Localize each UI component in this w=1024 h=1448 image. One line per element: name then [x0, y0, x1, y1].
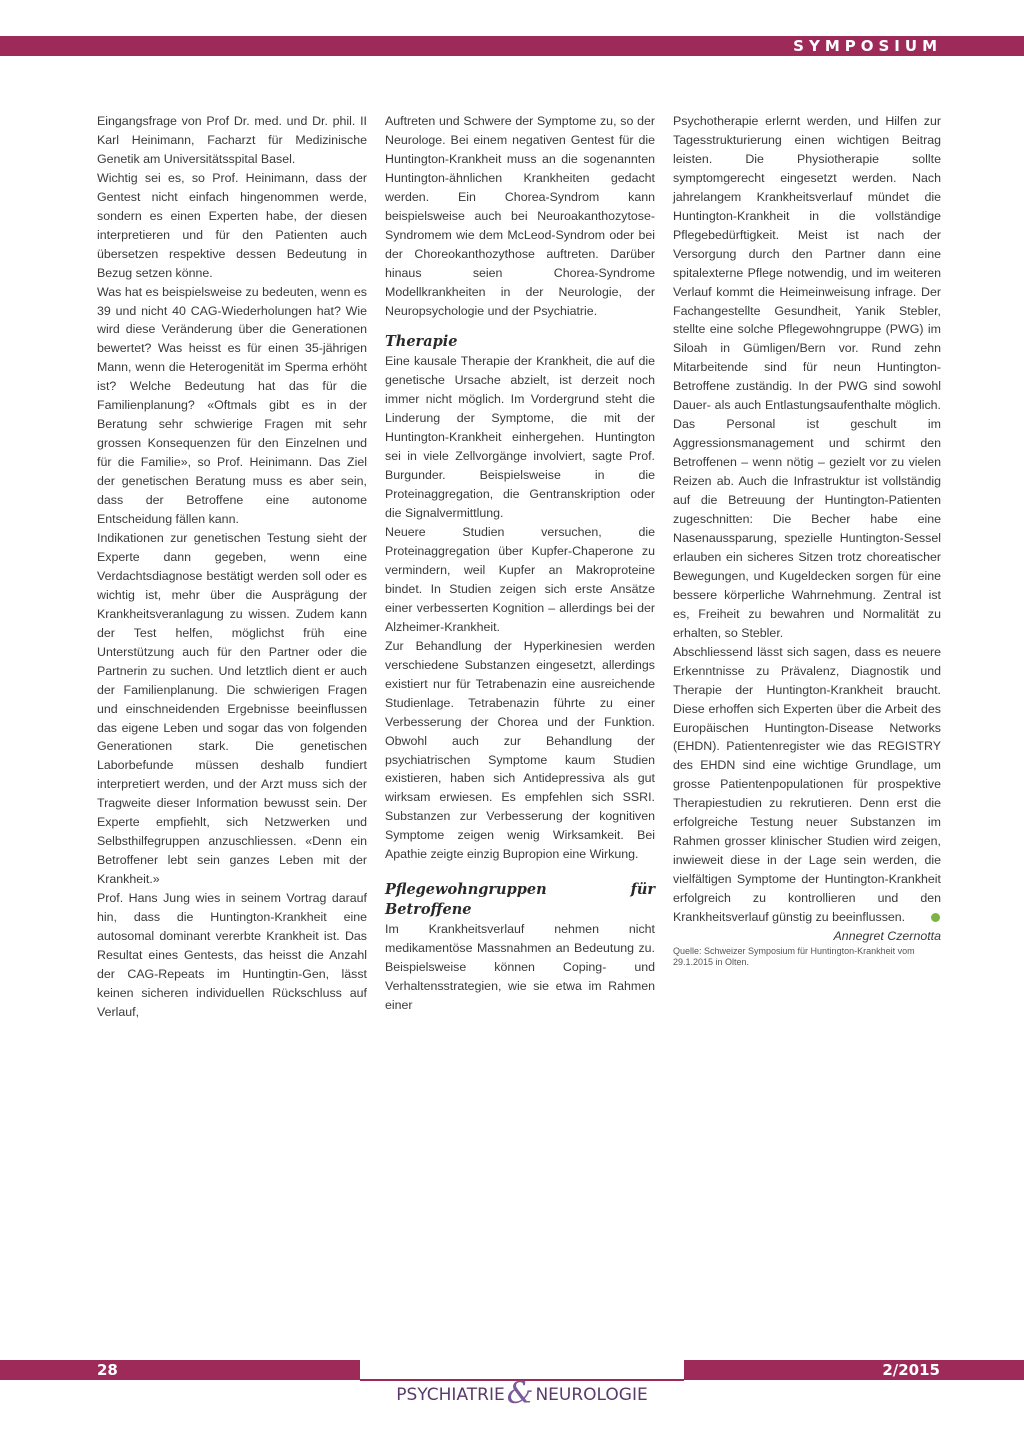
column-3: [673, 112, 941, 968]
paragraph: Wichtig sei es, so Prof. Heinimann, dass der Gentest nicht einfach hingenommen werde, sondern es einen Experten habe, der diesen interpretieren und für den Patienten auch übersetzen respektive dessen Bedeutung in Bezug setzen könne.: [97, 170, 367, 280]
journal-logo: [360, 1378, 684, 1411]
paragraph: Eingangsfrage von Prof Dr. med. und Dr. phil. II Karl Heinimann, Facharzt für Medizinische Genetik am Universitätsspital Basel.: [97, 114, 367, 166]
journal-name-left: PSYCHIATRIE: [396, 1385, 505, 1405]
source-note: Quelle: Schweizer Symposium für Huntington-Krankheit vom 29.1.2015 in Olten.: [673, 945, 915, 967]
paragraph: Psychotherapie erlernt werden, und Hilfen zur Tagesstrukturierung einen wichtigen Beitrag leisten. Die Physiotherapie sollte symptomgerecht eingesetzt werden. Nach jahrelangem Krankheitsverlauf mündet die Huntington-Krankheit in die vollständige Pflegebedürftigkeit. Meist ist nach der Versorgung durch den Partner dann eine spitalexterne Pflege notwendig, und im weiteren Verlauf kommt die Heimeinweisung infrage. Der Fachangestellte Gesundheit, Yanik Stebler, stellte eine solche Pflegewohngruppe (PWG) im Siloah in Gümligen/Bern vor. Rund zehn Mitarbeitende sind für neun Huntington-Betroffene zuständig. In der PWG sind sowohl Dauer- als auch Entlastungsaufenthalte möglich. Das Personal ist geschult im Aggressionsmanagement und schirmt den Betroffenen – wenn nötig – gezielt vor zu vielen Reizen ab. Auch die Infrastruktur ist vollständig auf die Betreuung der Huntington-Patienten zugeschnitten: Die Becher habe eine Nasenaussparung, spezielle Huntington-Sessel erlauben ein sicheres Sitzen trotz choreatischer Bewegungen, und Kugeldecken sorgen für eine bessere körperliche Wahrnehmung. Zentral ist es, Freiheit zu bewahren und Normalität zu erhalten, so Stebler.: [673, 114, 941, 640]
paragraph-final: [673, 643, 941, 927]
section-heading-pflegewohngruppen: Pflegewohngruppen für Betroffene: [385, 881, 655, 919]
paragraph: Indikationen zur genetischen Testung sieht der Experte dann gegeben, wenn eine Verdachtsdiagnose bestätigt werden soll oder es wichtig ist, mehr über die Ausprägung der Krankheitsveranlagung zu wissen. Zudem kann der Test helfen, möglichst früh eine Unterstützung auch für den Partner oder die Partnerin zu suchen. Und letztlich dient er auch der Familienplanung. Die schwierigen Fragen und einschneidenden Ergebnisse beeinflussen das eigene Leben und sogar das von folgenden Generationen stark. Die genetischen Laborbefunde müssen deshalb fundiert interpretiert werden, und der Arzt muss sich der Tragweite dieser Information bewusst sein. Der Experte empfiehlt, sich Netzwerken und Selbsthilfegruppen anzuschliessen. «Denn ein Betroffener lebt sein ganzes Leben mit der Krankheit.»: [97, 530, 367, 887]
paragraph: Im Krankheitsverlauf nehmen nicht medikamentöse Massnahmen an Bedeutung zu. Beispielsweise können Coping- und Verhaltensstrategien, wie sie etwa im Rahmen einer: [385, 922, 655, 1013]
page-number: 28: [97, 1361, 118, 1379]
paragraph: Zur Behandlung der Hyperkinesien werden verschiedene Substanzen eingesetzt, allerdings existiert nur für Tetrabenazin eine ausreichende Studienlage. Tetrabenazin führte zu einer Verbesserung der Chorea und der Funktion. Obwohl auch zur Behandlung der psychiatrischen Symptome kaum Studien existieren, haben sich Antidepressiva als gut wirksam erwiesen. Es empfehlen sich SSRI. Substanzen zur Verbesserung der kognitiven Symptome zeigen wenig Wirksamkeit. Bei Apathie zeigte einzig Bupropion eine Wirkung.: [385, 638, 655, 862]
paragraph: Neuere Studien versuchen, die Proteinaggregation über Kupfer-Chaperone zu vermindern, weil Kupfer an Makroproteine bindet. In Studien zeigen sich erste Ansätze einer verbesserten Kognition – allerdings bei der Alzheimer-Krankheit.: [385, 525, 655, 634]
journal-name-right: NEUROLOGIE: [535, 1385, 648, 1405]
header-bar: [0, 36, 1024, 56]
column-1: [97, 112, 367, 1022]
paragraph: Eine kausale Therapie der Krankheit, die auf die genetische Ursache abzielt, ist derzeit noch immer nicht möglich. Im Vordergrund steht die Linderung der Symptome, die mit der Huntington-Krankheit einhergehen. Huntington sei in viele Zellvorgänge involviert, sagte Prof. Burgunder. Beispielsweise in die Proteinaggregation, die Gentranskription oder die Signalvermittlung.: [385, 354, 655, 521]
paragraph-text: Abschliessend lässt sich sagen, dass es neuere Erkenntnisse zu Prävalenz, Diagnostik und Therapie der Huntington-Krankheit braucht. Diese erhoffen sich Experten über die Arbeit des Europäischen Huntington-Disease Networks (EHDN). Patientenregister wie das REGISTRY des EHDN sind eine wichtige Grundlage, um grosse Patientenpopulationen für prospektive Therapiestudien zu rekrutieren. Denn erst die erfolgreiche Testung neuer Substanzen im Rahmen grosser klinischer Studien wird zeigen, inwieweit diese in der Lage sein werden, die vielfältigen Symptome der Huntington-Krankheit erfolgreich zu kontrollieren und den Krankheitsverlauf günstig zu beeinflussen.: [673, 644, 941, 925]
paragraph: Was hat es beispielsweise zu bedeuten, wenn es 39 und nicht 40 CAG-Wiederholungen hat? Wie wird diese Veränderung über die Generationen bewertet? Was heisst es für einen 35-jährigen Mann, wenn die Heterogenität im Sperma erhöht ist? Welche Bedeutung hat das für die Familienplanung? «Oftmals gibt es in der Beratung sehr schwierige Fragen mit sehr grossen Konsequenzen für den Einzelnen und für die Familie», so Prof. Heinimann. Das Ziel der genetischen Beratung muss es aber sein, dass der Betroffene eine autonome Entscheidung fällen kann.: [97, 284, 367, 527]
author-name: Annegret Czernotta: [833, 928, 941, 943]
section-heading-therapie: Therapie: [385, 333, 458, 351]
issue-number: 2/2015: [882, 1361, 940, 1379]
journal-ampersand: &: [506, 1376, 534, 1411]
paragraph: Auftreten und Schwere der Symptome zu, so der Neurologe. Bei einem negativen Gentest für die Huntington-Krankheit muss an die sogenannten Huntington-ähnlichen Krankheiten gedacht werden. Ein Chorea-Syndrom kann beispielsweise auch bei Neuroakanthozytose-Syndromem wie dem McLeod-Syndrom oder bei der Choreokanthozythose auftreten. Darüber hinaus seien Chorea-Syndrome Modellkrankheiten in der Neurologie, der Neuropsychologie und der Psychiatrie.: [385, 114, 655, 318]
end-mark-icon: [931, 913, 940, 922]
section-title: SYMPOSIUM: [793, 37, 942, 55]
column-2: [385, 112, 655, 1015]
paragraph: Prof. Hans Jung wies in seinem Vortrag darauf hin, dass die Huntington-Krankheit eine autosomal dominant vererbte Krankheit ist. Das Resultat eines Gentests, das heisst die Anzahl der CAG-Repeats im Huntingtin-Gen, lässt keinen sicheren individuellen Rückschluss auf Verlauf,: [97, 891, 367, 1019]
